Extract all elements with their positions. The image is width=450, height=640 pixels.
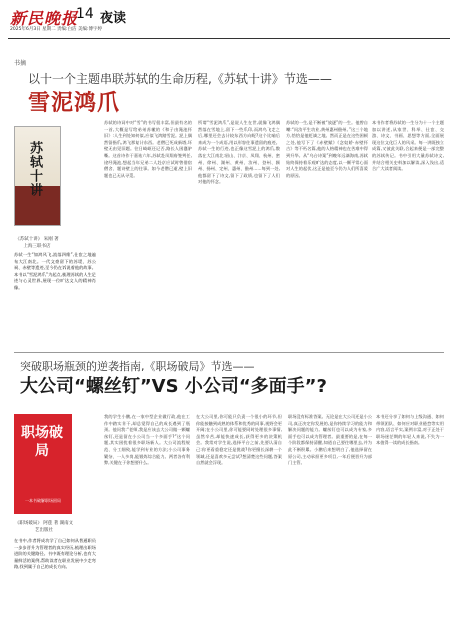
page-number: 14 — [76, 6, 94, 22]
newspaper-logo: 新民晚报 — [10, 9, 79, 28]
masthead — [4, 4, 446, 36]
book-cover-title: 职场破局 — [21, 425, 63, 459]
book-cover-image — [14, 414, 72, 514]
book-caption: 《职场破局》 阿莲 著 湖南文艺出版社 — [14, 521, 74, 533]
book-cover-title: 苏轼十讲 — [27, 141, 42, 197]
article2-column-2: 在大公司里,你可能只负责一个很小的环节,但你能接触到成熟的体系和优秀的同事,视野会更开阔;在小公司里,你可能要同时处理很多事情,虽然辛苦,却能快速成长,获得更多的决策机会。我常对学生说,选择平台之前,先要认清自己:你更看重稳定还是挑战?你更擅长深耕一个领域,还是喜欢多元尝试?想清楚这些问题,答案自然就会浮现。 — [196, 414, 282, 466]
article1-column-1: 苏轼的诗词中对“雪”的书写很丰富,但最有名的一首,大概是写给弟弟苏辙的《和子由渑池怀旧》:人生到处知何似,应似飞鸿踏雪泥。泥上偶然留指爪,鸿飞那复计东西。老僧已死成新塔,坏壁无由见旧题。往日崎岖还记否,路长人困蹇驴嘶。这首诗作于嘉祐六年,苏轼赴凤翔府签判任,途经渑池,想起当年兄弟二人赴京应试时曾借宿僧舍、题诗壁上的往事。如今老僧已逝,壁上旧题也已无从寻觅。 — [104, 120, 192, 178]
article1-column-2: 所谓“雪泥鸿爪”,是说人生在世,就像飞鸿偶然落在雪地上,留下一些爪印,而鸿鸟飞走之后,哪里还会去计较东西方向呢?这个比喻后来成为一个成语,用以形容往事遗留的痕迹。苏轼一生的行迹,也正像这雪泥上的鸿爪,散落在大江南北:眉山、汴京、凤翔、杭州、密州、徐州、湖州、黄州、汝州、登州、颍州、扬州、定州、惠州、儋州……每到一处,他都留下了诗文,留下了政绩,也留下了人们对他的怀念。 — [198, 120, 280, 185]
article2-title: 大公司“螺丝钉”VS 小公司“多面手”? — [20, 376, 327, 397]
date-line: 2025年6月3日 星期二 责编:白洁 美编:傅宇婷 — [10, 27, 103, 32]
article1-column-4: 本书作者将苏轼的一生分为十一个主题加以讲述,从家世、科举、仕宦、交游、诗文、书画、思想等方面,全面展现这位文化巨人的风采。每一讲既独立成篇,又彼此关联,合起来便是一部完整的苏轼传记。书中引用大量苏轼诗文,并结合相关史料加以解读,深入浅出,适合广大读者阅读。 — [372, 120, 444, 172]
article2-column-1: 我的学生小鹏,在一家中型企业做行政,他在工作中踏实肯干,却总觉得自己的成长遇到了瓶颈。他问我:“老师,我是应该去大公司做一颗螺丝钉,还是留在小公司当一个多面手?”这个问题,其实困扰着很多职场新人。大公司流程规范、分工细致,能学到专业的方法;小公司事务繁杂、一人多岗,能锻炼综合能力。两者各有利弊,关键在于你想要什么。 — [104, 414, 190, 466]
article1-kicker: 书摘 — [14, 60, 27, 67]
book-cover-subtitle: 一本书破解职场困局 — [25, 498, 61, 503]
article1-subtitle: 以十一个主题串联苏轼的生命历程,《苏轼十讲》节选—— — [28, 72, 332, 86]
article2-subtitle: 突破职场瓶颈的逆袭指南,《职场破局》节选—— — [20, 360, 255, 373]
article1-lead: 苏轼一生“如鸿风飞,流落四维”,仕宦之地遍布大江南北。一代文豪留下的苏堤、苏公祠、赤壁等遗迹,至今仍在诉说着他的故事。本书以“雪泥鸿爪”为起点,梳理苏轼的人生足迹与心灵世界,展现一位旷达文人的精神肖像。 — [14, 252, 96, 290]
article1-title: 雪泥鸿爪 — [28, 91, 121, 116]
section-title: 夜读 — [100, 11, 127, 26]
article2-lead: 在书中,作者将成功学了自己如何从普通职员一步步晋升为管理者的真实经历,梳理出职场进阶的关键路径。书中既有理论分析,也有大量鲜活的案例,帮助读者在职业发展中少走弯路,找到属于自己的成长方向。 — [14, 538, 96, 570]
article1-column-3: 苏轼的一生,是不断被“放逐”的一生。他曾自嘲:“问汝平生功业,黄州惠州儋州。”这三个地方,恰恰是他贬谪之地。然而正是在这些困顿之处,他写下了《赤壁赋》《念奴娇·赤壁怀古》等不朽名篇,他的人格精神也在苦难中得到升华。从“乌台诗案”到晚年远谪海南,苏轼始终保持着乐观旷达的态度,以一颗平常心面对人生的起伏,这正是他至今仍为人们所喜爱的原因。 — [286, 120, 368, 178]
book-cover-image — [14, 126, 61, 226]
masthead-rule — [8, 38, 450, 39]
section-divider — [14, 352, 444, 353]
article2-column-3: 职场没有标准答案。无论是在大公司还是小公司,真正决定你发展的,是你持续学习的能力和解决问题的能力。螺丝钉也可以成为专家,多面手也可以成为管理者。最重要的是,在每一个阶段都保持清醒,知道自己要往哪里去,并为此不断积累。小鹏后来想明白了,他选择留在原公司,主动承担更多项目,一年后便晋升为部门主管。 — [288, 414, 372, 466]
article2-column-4: 本书还分享了如何与上级沟通、如何带领团队、如何应对职业倦怠等实用内容,语言平实,案例丰富,对于正处于职场迷茫期的年轻人来说,不失为一本值得一读的成长指南。 — [376, 414, 444, 446]
book-caption: 《苏轼十讲》 朱刚 著 上海三联书店 — [15, 237, 59, 249]
